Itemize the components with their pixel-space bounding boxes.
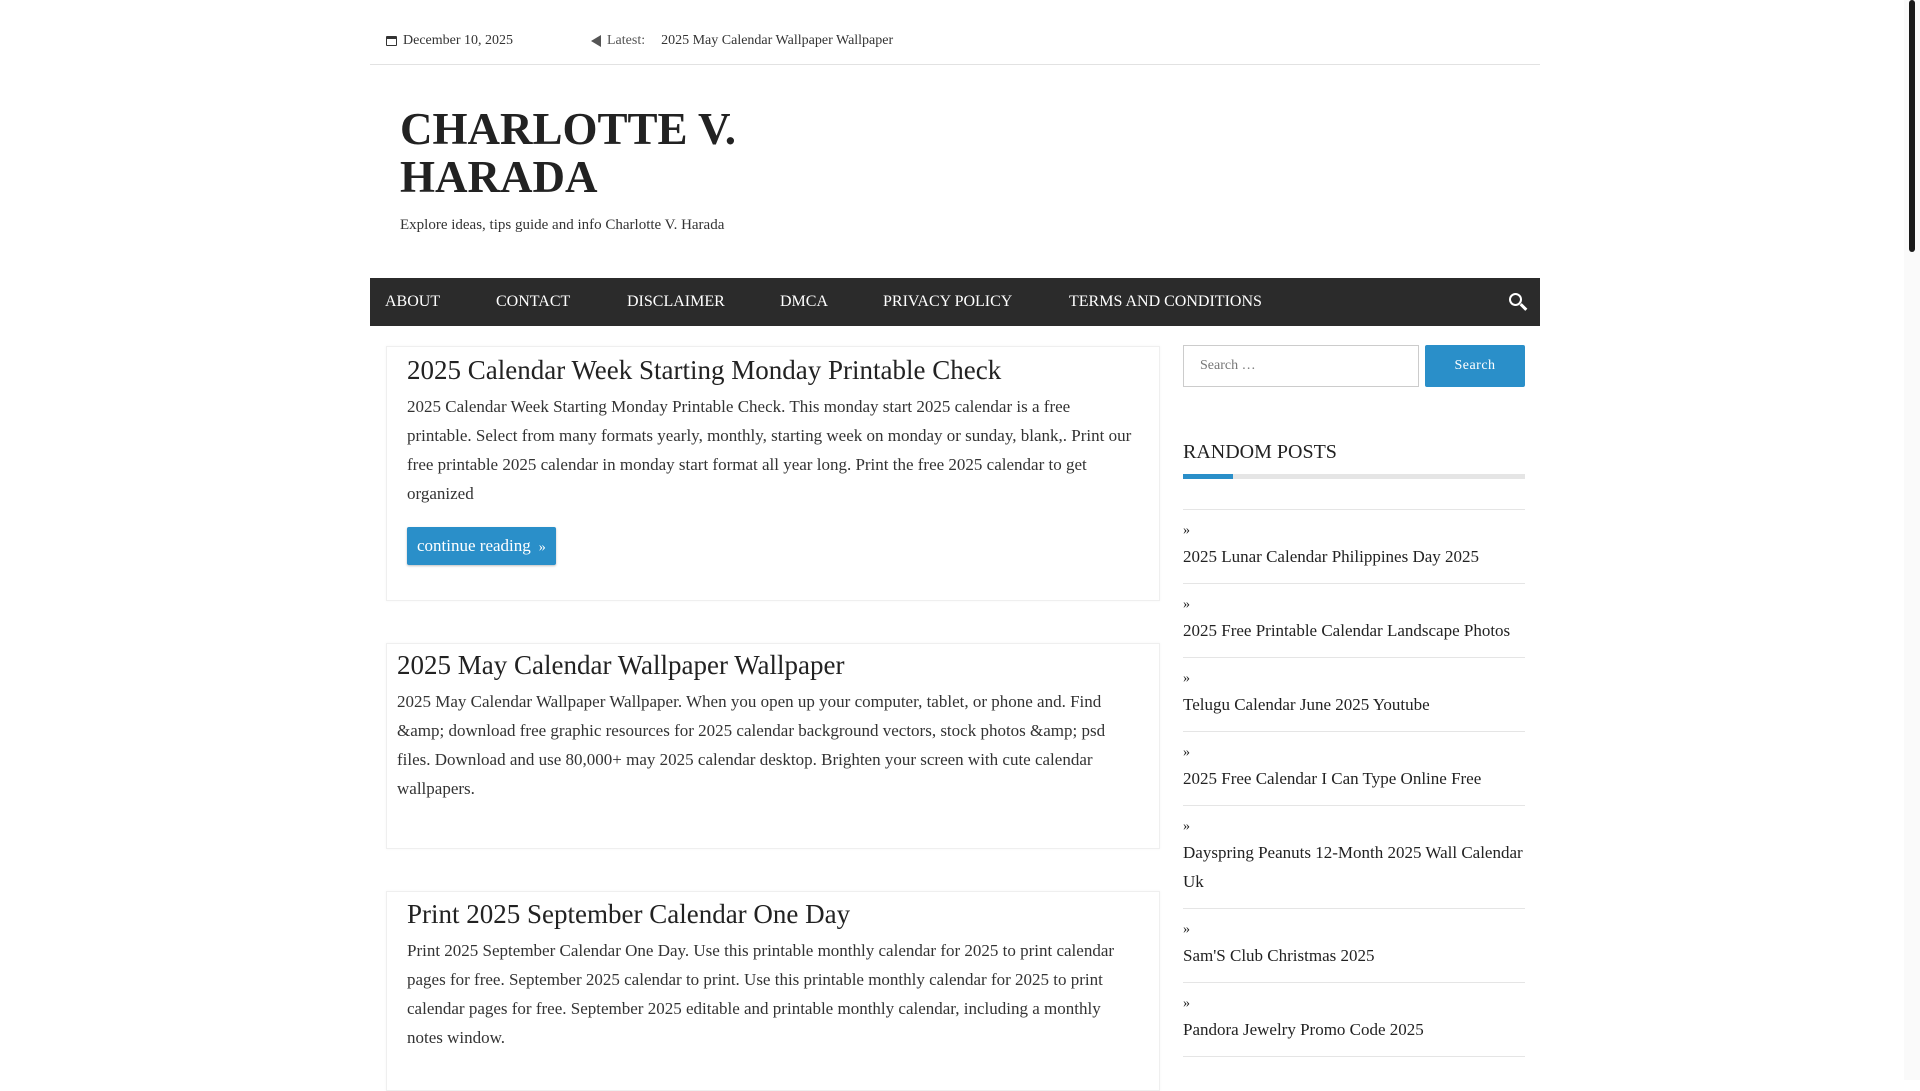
scrollbar-thumb[interactable] xyxy=(1909,0,1915,252)
page-scrollbar[interactable] xyxy=(1904,0,1920,1080)
random-posts-list xyxy=(1183,509,1525,1057)
site-branding xyxy=(400,105,820,234)
page-wrapper xyxy=(370,0,1540,1047)
double-chevron-right-icon: » xyxy=(538,540,546,555)
random-post-link[interactable]: 2025 Free Printable Calendar Landscape Photos xyxy=(1183,621,1511,640)
post-card xyxy=(386,891,1160,1091)
double-chevron-right-icon: » xyxy=(1183,922,1190,937)
random-post-link[interactable]: 2025 Lunar Calendar Philippines Day 2025 xyxy=(1183,547,1480,566)
latest-post-link[interactable]: 2025 May Calendar Wallpaper Wallpaper xyxy=(661,33,894,48)
random-post-link[interactable]: Sam'S Club Christmas 2025 xyxy=(1183,946,1375,965)
search-input[interactable] xyxy=(1183,345,1419,387)
post-title[interactable]: 2025 May Calendar Wallpaper Wallpaper xyxy=(397,650,845,680)
post-title[interactable]: 2025 Calendar Week Starting Monday Printable Check xyxy=(407,355,1002,385)
double-chevron-right-icon: » xyxy=(1183,745,1190,760)
search-form xyxy=(1183,345,1525,387)
list-item xyxy=(1183,510,1525,584)
date-display xyxy=(386,33,513,49)
list-item xyxy=(1183,658,1525,732)
site-title[interactable]: CHARLOTTE V. HARADA xyxy=(400,104,736,202)
latest-label: Latest: xyxy=(607,33,646,48)
random-post-link[interactable]: Telugu Calendar June 2025 Youtube xyxy=(1183,695,1430,714)
sidebar xyxy=(1183,345,1525,1057)
latest-ticker xyxy=(591,33,893,49)
current-date: December 10, 2025 xyxy=(403,33,514,48)
calendar-icon xyxy=(386,36,397,46)
search-button[interactable]: Search xyxy=(1425,345,1525,387)
post-title[interactable]: Print 2025 September Calendar One Day xyxy=(407,899,851,929)
random-posts-title: RANDOM POSTS xyxy=(1183,441,1337,463)
list-item xyxy=(1183,584,1525,658)
list-item xyxy=(1183,806,1525,909)
double-chevron-right-icon: » xyxy=(1183,671,1190,686)
post-card xyxy=(386,346,1160,601)
continue-reading-label: continue reading xyxy=(417,536,531,555)
random-post-link[interactable]: Dayspring Peanuts 12-Month 2025 Wall Calendar Uk xyxy=(1183,843,1523,891)
nav-item-contact[interactable]: CONTACT xyxy=(496,293,571,310)
megaphone-icon xyxy=(591,35,601,47)
continue-reading-button[interactable] xyxy=(407,527,556,565)
top-bar xyxy=(370,0,1540,65)
list-item xyxy=(1183,909,1525,983)
double-chevron-right-icon: » xyxy=(1183,597,1190,612)
list-item xyxy=(1183,732,1525,806)
double-chevron-right-icon: » xyxy=(1183,523,1190,538)
nav-item-disclaimer[interactable]: DISCLAIMER xyxy=(627,293,725,310)
search-icon[interactable] xyxy=(1509,293,1522,306)
nav-item-terms-and-conditions[interactable]: TERMS AND CONDITIONS xyxy=(1069,293,1262,310)
post-excerpt: 2025 May Calendar Wallpaper Wallpaper. When you open up your computer, tablet, or phone and. Find &amp; download free graphic resources for 2025 calendar background vectors, stock photos &amp; psd files. Download and use 80,000+ may 2025 calendar desktop. Brighten your screen with cute calendar wallpapers. xyxy=(397,692,1106,798)
list-item xyxy=(1183,983,1525,1057)
nav-item-privacy-policy[interactable]: PRIVACY POLICY xyxy=(883,293,1013,310)
main-navigation xyxy=(370,278,1540,326)
double-chevron-right-icon: » xyxy=(1183,819,1190,834)
post-excerpt: Print 2025 September Calendar One Day. Use this printable monthly calendar for 2025 to print calendar pages for free. September 2025 calendar to print. Use this printable monthly calendar for 2025 to print calendar pages for free. September 2025 editable and printable monthly calendar, including a monthly notes window. xyxy=(407,941,1115,1047)
random-post-link[interactable]: 2025 Free Calendar I Can Type Online Free xyxy=(1183,769,1482,788)
post-card xyxy=(386,643,1160,849)
post-excerpt: 2025 Calendar Week Starting Monday Printable Check. This monday start 2025 calendar is a free printable. Select from many formats yearly, monthly, starting week on monday or sunday, blank,. Print our free printable 2025 calendar in monday start format all year long. Print the free 2025 calendar to get organized xyxy=(407,397,1132,503)
widget-title-underline xyxy=(1183,474,1525,479)
nav-item-about[interactable]: ABOUT xyxy=(385,293,441,310)
random-post-link[interactable]: Pandora Jewelry Promo Code 2025 xyxy=(1183,1020,1424,1039)
nav-item-dmca[interactable]: DMCA xyxy=(780,293,829,310)
double-chevron-right-icon: » xyxy=(1183,996,1190,1011)
site-tagline: Explore ideas, tips guide and info Charlotte V. Harada xyxy=(400,217,725,233)
